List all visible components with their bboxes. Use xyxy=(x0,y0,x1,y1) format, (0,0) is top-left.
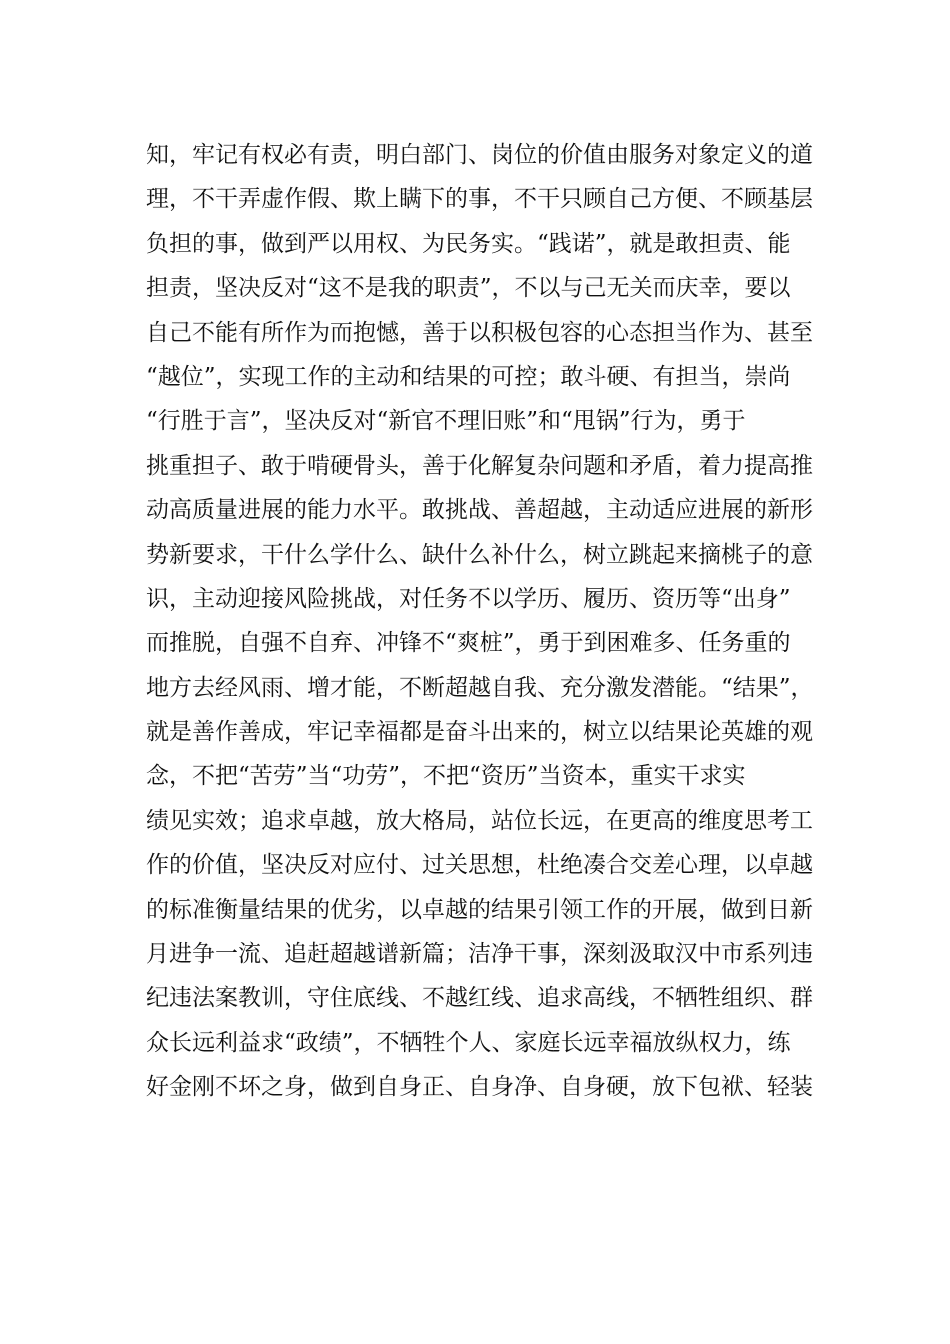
text-line: 地方去经风雨、增才能，不断超越自我、充分激发潜能。“结果”， xyxy=(146,674,814,701)
text-line: 自己不能有所作为而抱憾，善于以积极包容的心态担当作为、甚至 xyxy=(146,319,813,346)
text-line: 负担的事，做到严以用权、为民务实。“践诺”，就是敢担责、能 xyxy=(146,230,791,257)
text-line: 动高质量进展的能力水平。敢挑战、善超越，主动适应进展的新形 xyxy=(146,497,813,524)
text-line: 的标准衡量结果的优劣，以卓越的结果引领工作的开展，做到日新 xyxy=(146,896,813,923)
text-line: 念，不把“苦劳”当“功劳”，不把“资历”当资本，重实干求实 xyxy=(146,763,746,790)
text-line: 担责，坚决反对“这不是我的职责”，不以与己无关而庆幸，要以 xyxy=(146,275,791,302)
text-line: 月进争一流、追赶超越谱新篇；洁净干事，深刻汲取汉中市系列违 xyxy=(146,941,813,968)
text-line: 挑重担子、敢于啃硬骨头，善于化解复杂问题和矛盾，着力提高推 xyxy=(146,452,813,479)
text-line: 纪违法案教训，守住底线、不越红线、追求高线，不牺牲组织、群 xyxy=(146,985,813,1012)
text-line: 作的价值，坚决反对应付、过关思想，杜绝凑合交差心理，以卓越 xyxy=(146,852,813,879)
text-line: “越位”，实现工作的主动和结果的可控；敢斗硬、有担当，崇尚 xyxy=(146,363,791,390)
text-line: “行胜于言”，坚决反对“新官不理旧账”和“甩锅”行为，勇于 xyxy=(146,408,746,435)
text-line: 势新要求，干什么学什么、缺什么补什么，树立跳起来摘桃子的意 xyxy=(146,541,813,568)
text-line: 就是善作善成，牢记幸福都是奋斗出来的，树立以结果论英雄的观 xyxy=(146,719,813,746)
text-line: 好金刚不坏之身，做到自身正、自身净、自身硬，放下包袱、轻装 xyxy=(146,1074,813,1101)
text-line: 理，不干弄虚作假、欺上瞒下的事，不干只顾自己方便、不顾基层 xyxy=(146,186,813,213)
text-line: 识，主动迎接风险挑战，对任务不以学历、履历、资历等“出身” xyxy=(146,585,791,612)
body-paragraph xyxy=(146,133,816,1110)
text-line: 众长远利益求“政绩”，不牺牲个人、家庭长远幸福放纵权力，练 xyxy=(146,1029,791,1056)
text-line: 绩见实效；追求卓越，放大格局，站位长远，在更高的维度思考工 xyxy=(146,807,813,834)
text-line: 而推脱，自强不自弃、冲锋不“爽桩”，勇于到困难多、任务重的 xyxy=(146,630,791,657)
text-line: 知，牢记有权必有责，明白部门、岗位的价值由服务对象定义的道 xyxy=(146,142,813,168)
